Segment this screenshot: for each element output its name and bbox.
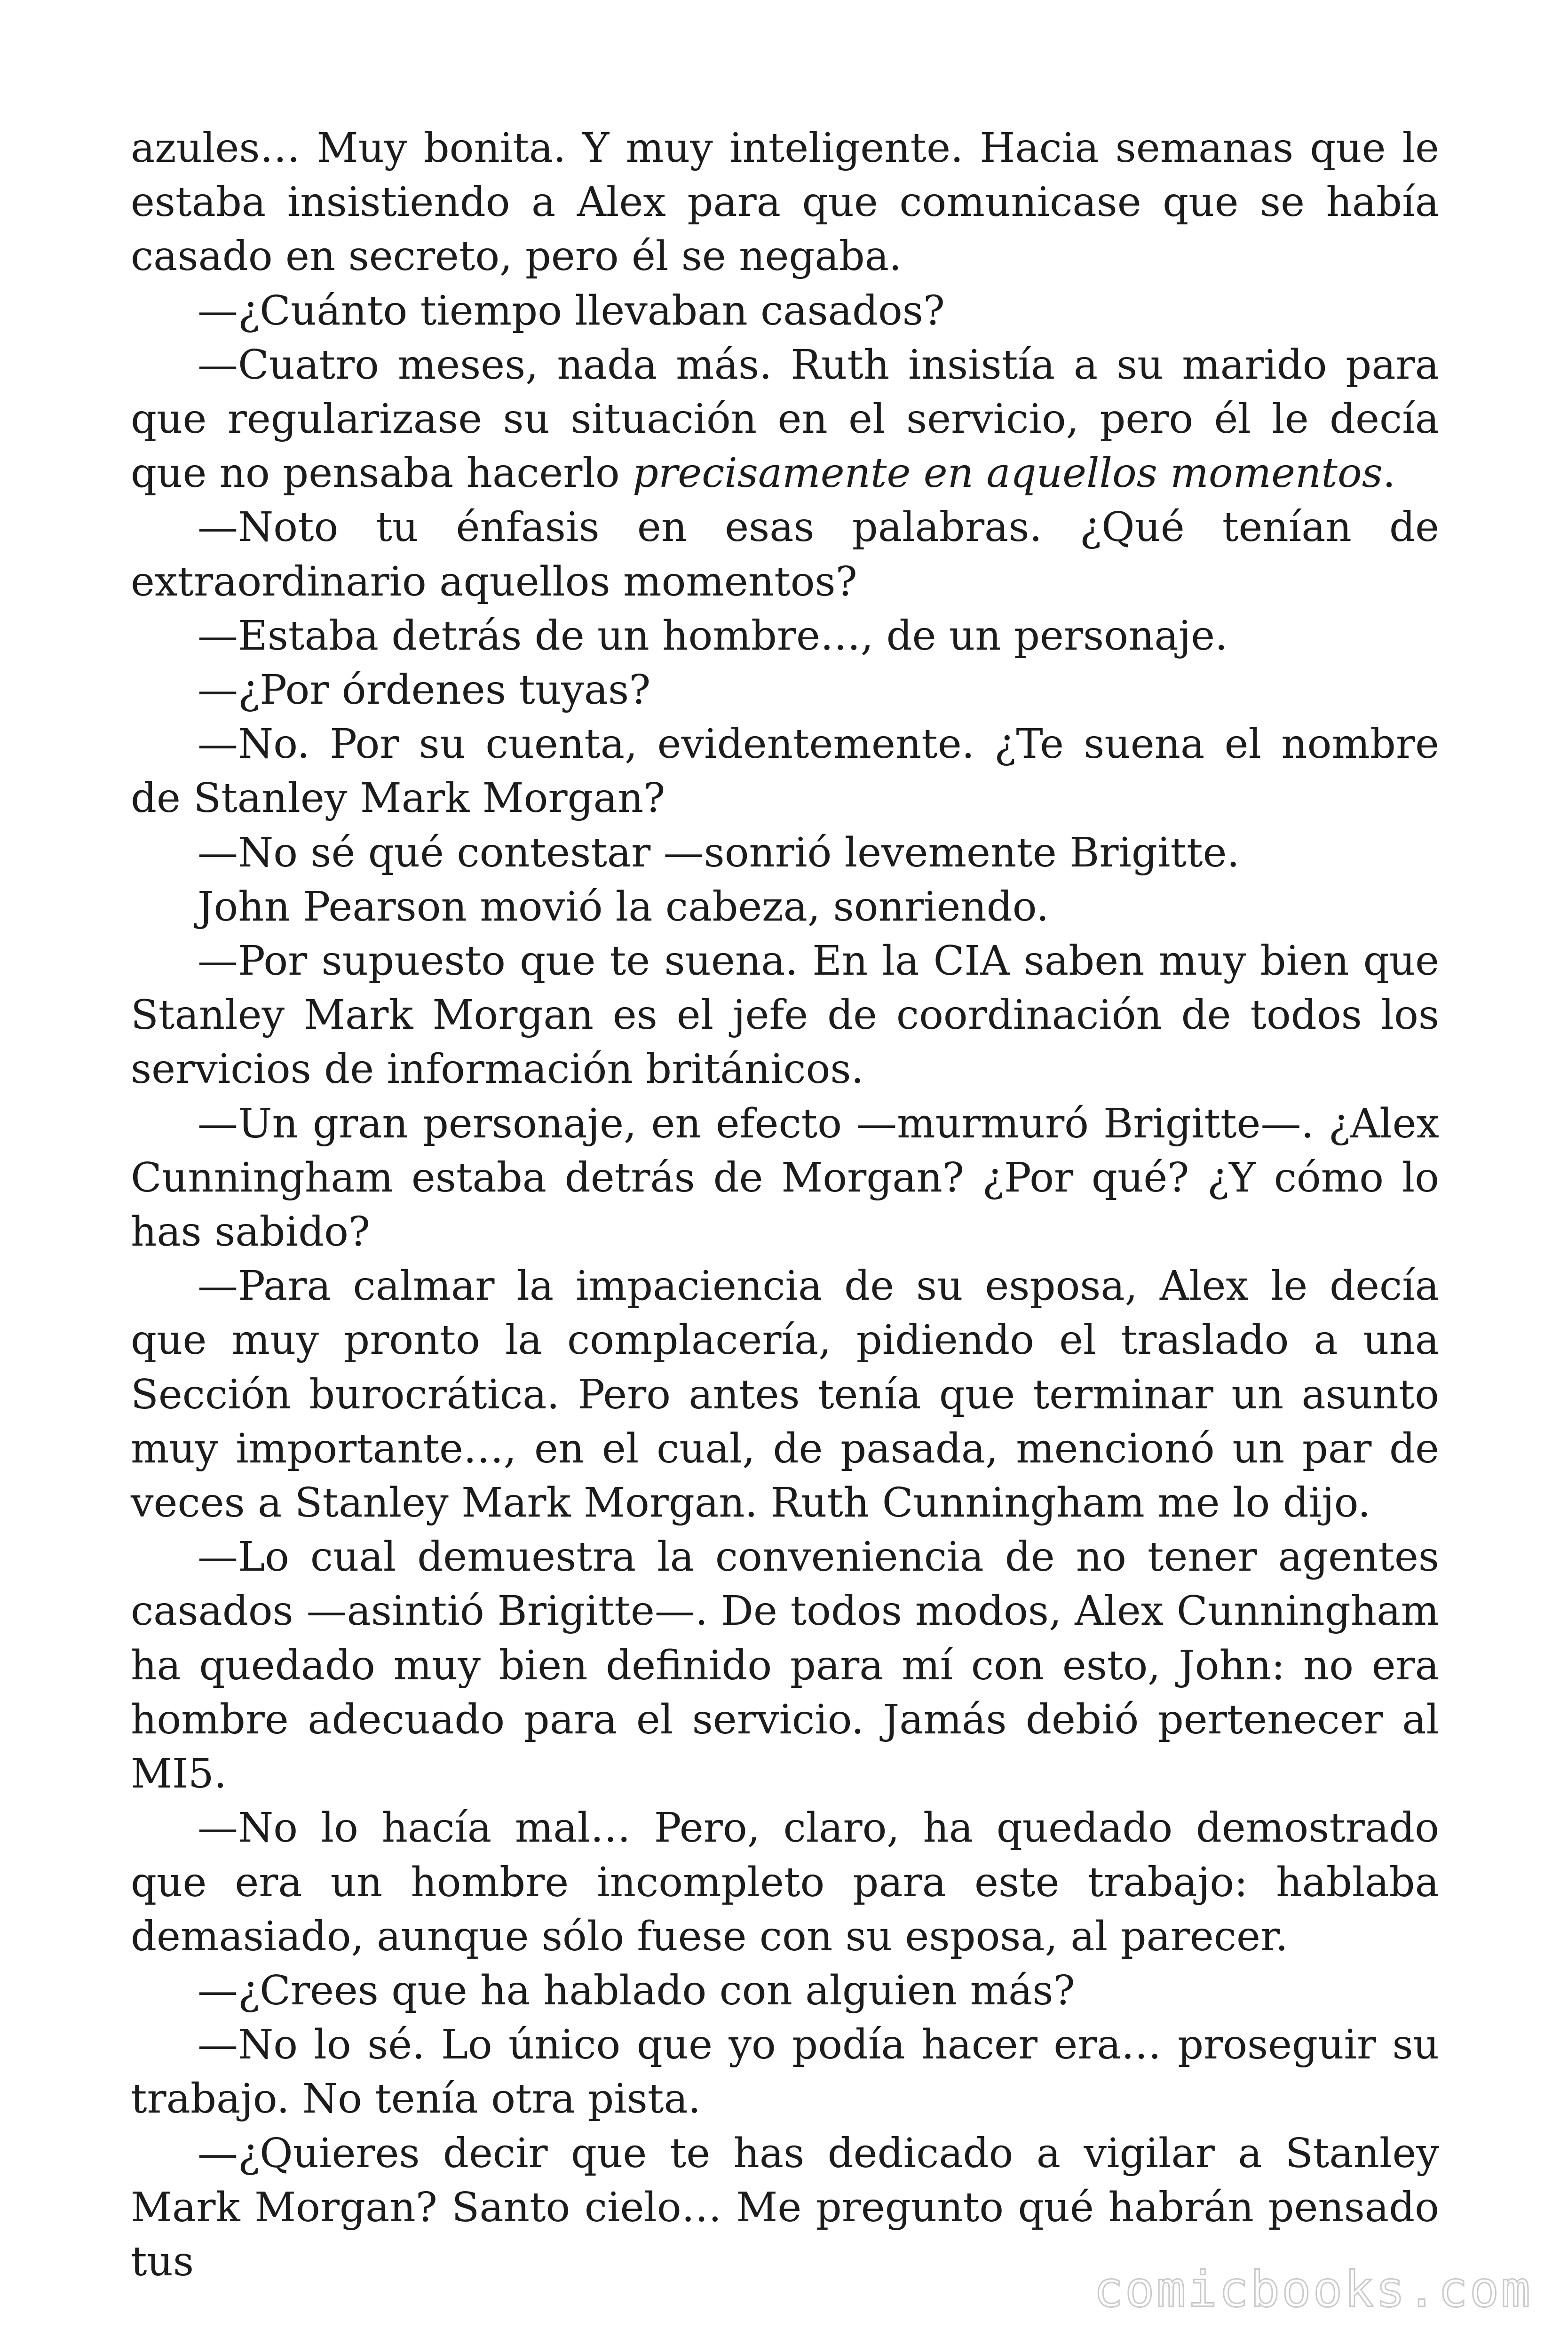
paragraph: —No lo sé. Lo único que yo podía hacer era… proseguir su trabajo. No tenía otra pista. xyxy=(131,2021,1439,2123)
paragraph: —No. Por su cuenta, evidentemente. ¿Te suena el nombre de Stanley Mark Morgan? xyxy=(131,721,1439,822)
paragraph xyxy=(131,338,1439,501)
paragraph: —No lo hacía mal… Pero, claro, ha quedado demostrado que era un hombre incompleto para este trabajo: hablaba demasiado, aunque sólo fuese con su esposa, al parecer. xyxy=(131,1804,1439,1960)
watermark: comicbooks.com xyxy=(1093,2261,1532,2318)
emphasized-phrase: precisamente en aquellos momentos xyxy=(633,450,1383,497)
paragraph: —¿Por órdenes tuyas? xyxy=(198,667,651,714)
paragraph: —No sé qué contestar —sonrió levemente Brigitte. xyxy=(198,829,1240,876)
paragraph: —Lo cual demuestra la conveniencia de no tener agentes casados —asintió Brigitte—. De todos modos, Alex Cunningham ha quedado muy bien definido para mí con esto, John: no era hombre adecuado para el servicio. Jamás debió pertenecer al MI5. xyxy=(131,1534,1439,1798)
paragraph-text: . xyxy=(1382,450,1396,497)
paragraph: —¿Cuánto tiempo llevaban casados? xyxy=(198,287,945,334)
paragraph: —¿Crees que ha hablado con alguien más? xyxy=(198,1967,1075,2014)
paragraph-text: —Cuatro meses, nada más. Ruth insistía a su marido para que regularizase su situación en el servicio, pero él le decía que no pensaba hacerlo xyxy=(131,341,1439,497)
paragraph: —Para calmar la impaciencia de su esposa, Alex le decía que muy pronto la complacería, pidiendo el traslado a una Sección burocrática. Pero antes tenía que terminar un asunto muy importante…, en el cual, de pasada, mencionó un par de veces a Stanley Mark Morgan. Ruth Cunningham me lo dijo. xyxy=(131,1263,1439,1527)
paragraph: —Noto tu énfasis en esas palabras. ¿Qué tenían de extraordinario aquellos momentos? xyxy=(131,504,1439,605)
paragraph: —Estaba detrás de un hombre…, de un personaje. xyxy=(198,612,1228,660)
paragraph: —Por supuesto que te suena. En la CIA saben muy bien que Stanley Mark Morgan es el jefe de coordinación de todos los servicios de información británicos. xyxy=(131,938,1439,1093)
paragraph: azules… Muy bonita. Y muy inteligente. Hacia semanas que le estaba insistiendo a Alex para que comunicase que se había casado en secreto, pero él se negaba. xyxy=(131,125,1439,280)
paragraph: —¿Quieres decir que te has dedicado a vigilar a Stanley Mark Morgan? Santo cielo… Me pregunto qué habrán pensado tus xyxy=(131,2130,1439,2285)
paragraph: —Un gran personaje, en efecto —murmuró Brigitte—. ¿Alex Cunningham estaba detrás de Morgan? ¿Por qué? ¿Y cómo lo has sabido? xyxy=(131,1100,1439,1256)
page-body xyxy=(131,121,1439,2285)
paragraph: John Pearson movió la cabeza, sonriendo. xyxy=(198,883,1049,930)
